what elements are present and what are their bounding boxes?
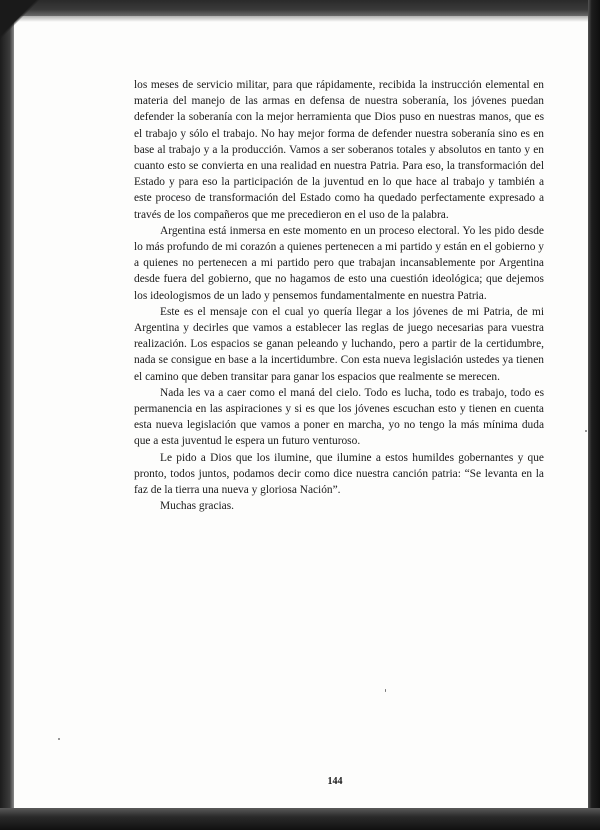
paragraph: Nada les va a caer como el maná del cielo. Todo es lucha, todo es trabajo, todo es permanencia en las aspiraciones y si es que los jóvenes escuchan esto y tienen en cuenta esta nueva legislación que vamos a poner en marcha, yo no tengo la más mínima duda que a esta juventud le espera un futuro venturoso.	[134, 386, 544, 448]
paragraph: Le pido a Dios que los ilumine, que ilumine a estos humildes gobernantes y que pronto, todos juntos, podamos decir como dice nuestra canción patria: “Se levanta en la faz de la tierra una nueva y gloriosa Nación”.	[134, 451, 544, 497]
scan-speck	[385, 689, 386, 692]
folded-corner	[0, 0, 40, 40]
paragraph: Argentina está inmersa en este momento en un proceso electoral. Yo les pido desde lo más profundo de mi corazón a quienes pertenecen a mi partido y están en el gobierno y a quienes no pertenecen a mi partido pero que trabajan incansablemente por Argentina desde fuera del gobierno, que no hagamos de esto una cuestión ideológica; que dejemos los ideologismos de un lado y pensemos fundamentalmente en nuestra Patria.	[134, 224, 544, 302]
page-number: 144	[327, 776, 343, 787]
paragraph: Este es el mensaje con el cual yo quería llegar a los jóvenes de mi Patria, de mi Argentina y decirles que vamos a establecer las reglas de juego necesarias para vuestra realización. Los espacios se ganan peleando y luchando, pero a partir de la certidumbre, nada se consigue en base a la incertidumbre. Con esta nueva legislación ustedes ya tienen el camino que deben transitar para ganar los espacios que realmente se merecen.	[134, 305, 544, 383]
scan-border-shadow	[0, 16, 600, 22]
scan-border-bottom	[0, 808, 600, 830]
scan-border-right	[588, 0, 600, 830]
body-text	[134, 77, 544, 514]
scan-border-top	[0, 0, 600, 16]
paragraph: los meses de servicio militar, para que rápidamente, recibida la instrucción elemental en materia del manejo de las armas en defensa de nuestra soberanía, los jóvenes puedan defender la soberanía con la mejor herramienta que Dios puso en nuestras manos, que es el trabajo y sólo el trabajo. No hay mejor forma de defender nuestra soberanía sino es en base al trabajo y a la producción. Vamos a ser soberanos totales y absolutos en tanto y en cuanto esto se convierta en una realidad en nuestra Patria. Para eso, la transformación del Estado y para eso la participación de la juventud en lo que hace al trabajo y también a este proceso de transformación del Estado como ha quedado perfectamente expresado a través de los compañeros que me precedieron en el uso de la palabra.	[134, 79, 544, 221]
scan-speck	[585, 430, 587, 432]
paragraph: Muchas gracias.	[160, 500, 235, 513]
scan-speck	[58, 738, 60, 740]
scan-border-left	[0, 0, 14, 830]
